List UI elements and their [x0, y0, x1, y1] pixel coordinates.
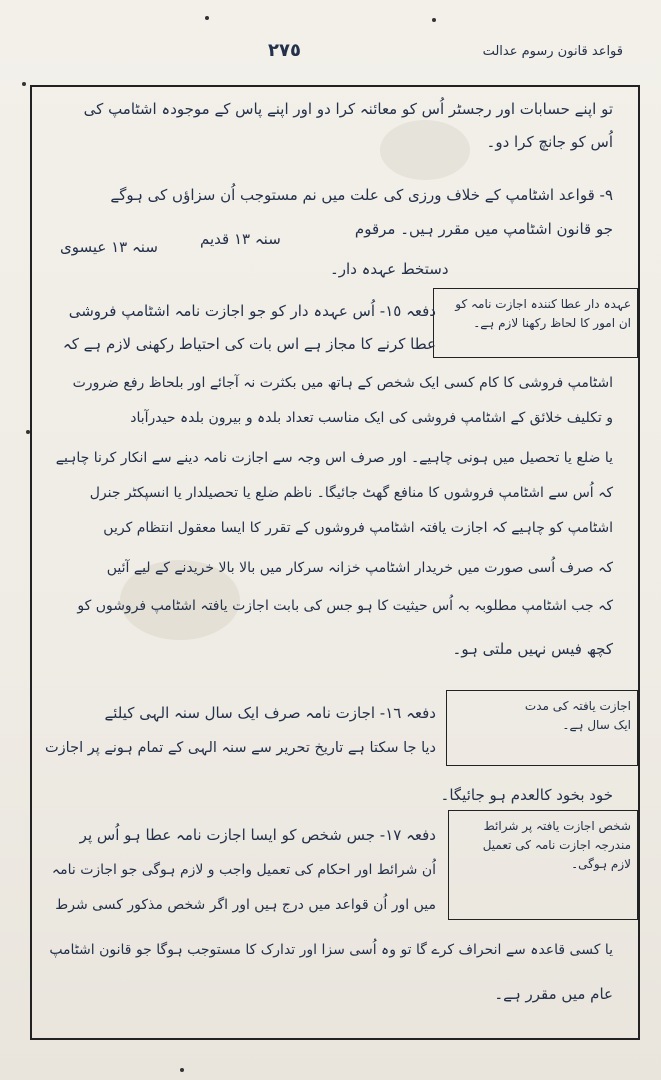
intro-line-2: اُس کو جانچ کرا دو۔ — [486, 133, 613, 151]
side-note-17-line-3: لازم ہوگی۔ — [571, 857, 631, 871]
section-15-line-9: کہ جب اشٹامپ مطلوبہ بہ اُس حیثیت کا ہو جس کی بابت اجازت یافتہ اشٹامپ فروشوں کو — [77, 598, 613, 614]
section-15-line-4: و تکلیف خلائق کے اشٹامپ فروشی کی ایک مناسب تعداد بلدہ و بیرون بلدہ حیدرآباد — [130, 410, 613, 426]
section-15-line-8: کہ صرف اُسی صورت میں خریدار اشٹامپ خزانہ سرکار میں بالا بالا خریدنے کے لیے آئیں — [106, 560, 613, 576]
side-note-16-line-2: ایک سال ہے۔ — [562, 718, 631, 732]
signature-official: دستخط عہدہ دار۔ — [330, 260, 449, 278]
signature-date-left: سنہ ١٣ عیسوی — [60, 238, 158, 256]
side-note-15-line-2: ان امور کا لحاظ رکھنا لازم ہے۔ — [473, 316, 631, 330]
section-17-line-2: اُن شرائط اور احکام کی تعمیل واجب و لازم ہوگی جو اجازت نامہ — [51, 862, 436, 878]
side-note-17-line-1: شخص اجازت یافتہ پر شرائط — [483, 819, 631, 833]
section-15-line-2: عطا کرنے کا مجاز ہے اس بات کی احتیاط رکھنی لازم ہے کہ — [62, 335, 436, 353]
section-15-line-10: کچھ فیس نہیں ملتی ہو۔ — [452, 640, 613, 658]
section-16-line-1: دفعہ ١٦- اجازت نامہ صرف ایک سال سنہ الہی کیلئے — [104, 704, 436, 722]
section-17-line-3: میں اور اُن قواعد میں درج ہیں اور اگر شخص مذکور کسی شرط — [55, 897, 436, 913]
section-16-line-3: خود بخود کالعدم ہو جائیگا۔ — [440, 786, 613, 804]
section-15-line-1: دفعہ ١٥- اُس عہدہ دار کو جو اجازت نامہ اشٹامپ فروشی — [68, 302, 436, 320]
side-note-section-15 — [433, 288, 638, 358]
side-note-15-line-1: عہدہ دار عطا کنندہ اجازت نامہ کو — [455, 297, 631, 311]
section-15-line-6: کہ اُس سے اشٹامپ فروشوں کا منافع گھٹ جائیگا۔ ناظم ضلع یا تحصیلدار یا انسپکٹر جنرل — [89, 485, 613, 501]
section-15-line-5: یا ضلع یا تحصیل میں ہونی چاہیے۔ اور صرف اس وجہ سے اجازت نامہ دینے سے انکار کرنا چاہیے — [55, 450, 613, 466]
side-note-section-16 — [446, 690, 638, 766]
rule-9-line-1: ۹- قواعد اشٹامپ کے خلاف ورزی کی علت میں نم مستوجب اُن سزاؤں کی ہوگے — [110, 186, 613, 204]
section-15-line-3: اشٹامپ فروشی کا کام کسی ایک شخص کے ہاتھ میں بکثرت نہ آجائے اور بلحاظ رفع ضرورت — [72, 375, 613, 391]
rule-9-line-2: جو قانون اشٹامپ میں مقرر ہیں۔ مرقوم — [354, 220, 613, 238]
side-note-17-line-2: مندرجہ اجازت نامہ کی تعمیل — [482, 838, 631, 852]
section-15-line-7: اشٹامپ کو چاہیے کہ اجازت یافتہ اشٹامپ فروشوں کے تقرر کا ایسا معقول انتظام کریں — [103, 520, 613, 536]
section-17-line-5: عام میں مقرر ہے۔ — [494, 985, 613, 1003]
running-header-title: قواعد قانون رسوم عدالت — [482, 44, 623, 59]
signature-date-right: سنہ ١٣ قدیم — [200, 230, 281, 248]
side-note-section-17 — [448, 810, 638, 920]
page-number: ٢٧٥ — [268, 40, 301, 61]
intro-line-1: تو اپنے حسابات اور رجسٹر اُس کو معائنہ کرا دو اور اپنے پاس کے موجودہ اشٹامپ کی — [83, 100, 613, 118]
section-17-line-1: دفعہ ١٧- جس شخص کو ایسا اجازت نامہ عطا ہو اُس پر — [79, 826, 436, 844]
section-16-line-2: دیا جا سکتا ہے تاریخ تحریر سے سنہ الہی کے تمام ہونے پر اجازت — [45, 740, 436, 756]
side-note-16-line-1: اجازت یافتہ کی مدت — [524, 699, 631, 713]
section-17-line-4: یا کسی قاعدہ سے انحراف کرے گا تو وہ اُسی سزا اور تدارک کا مستوجب ہوگا جو قانون اشٹامپ — [49, 942, 613, 958]
